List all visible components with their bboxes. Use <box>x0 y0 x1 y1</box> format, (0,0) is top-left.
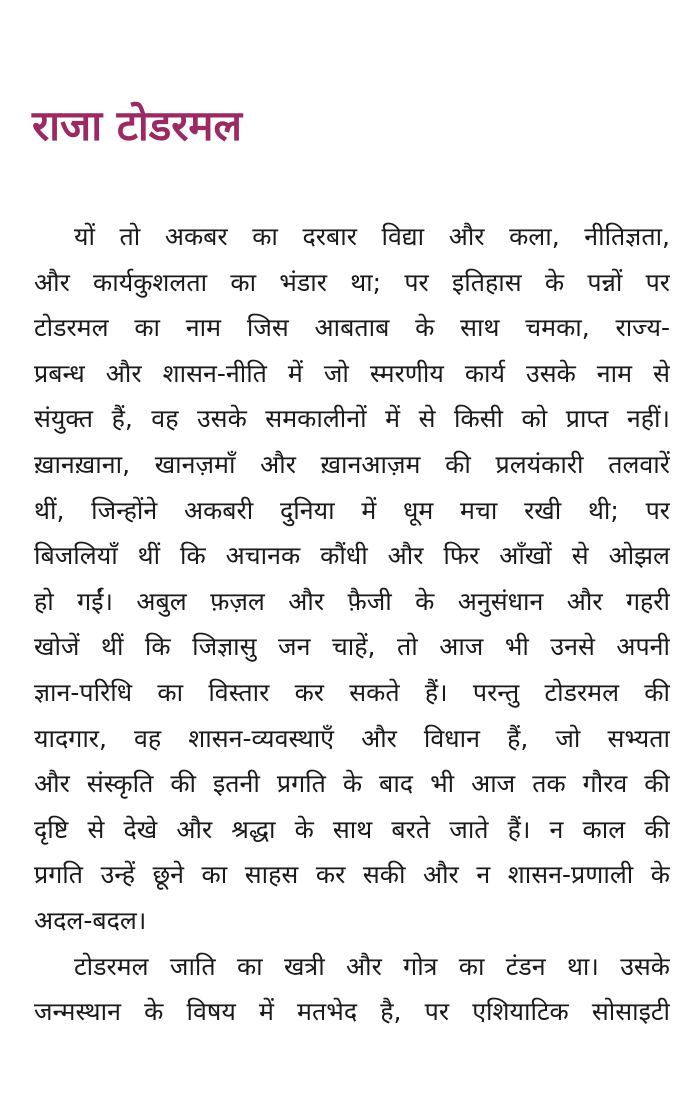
paragraph-1-line: प्रगति उन्हें छूने का साहस कर सकी और न शासन-प्रणाली के <box>34 860 670 890</box>
paragraph-2-line: जन्मस्थान के विषय में मतभेद है, पर एशियाटिक सोसाइटी <box>34 997 670 1027</box>
paragraph-1-line: थीं, जिन्होंने अकबरी दुनिया में धूम मचा रखी थी; पर <box>34 495 670 525</box>
paragraph-2-line: टोडरमल जाति का खत्री और गोत्र का टंडन था। उसके <box>74 951 670 981</box>
paragraph-1-line: यादगार, वह शासन-व्यवस्थाएँ और विधान हैं, जो सभ्यता <box>34 723 670 753</box>
page-title: राजा टोडरमल <box>32 101 243 150</box>
paragraph-1-line: ख़ानख़ाना, खानज़माँ और ख़ानआज़म की प्रलयंकारी तलवारें <box>34 449 670 479</box>
body-text <box>34 214 670 1035</box>
paragraph-1-line: दृष्टि से देखे और श्रद्धा के साथ बरते जाते हैं। न काल की <box>34 814 670 844</box>
paragraph-1-line: बिजलियाँ थीं कि अचानक कौंधी और फिर आँखों से ओझल <box>34 541 670 571</box>
paragraph-1-line: और संस्कृति की इतनी प्रगति के बाद भी आज तक गौरव की <box>34 769 670 799</box>
paragraph-1-line: टोडरमल का नाम जिस आबताब के साथ चमका, राज्य- <box>34 313 670 343</box>
paragraph-1-line: खोजें थीं कि जिज्ञासु जन चाहें, तो आज भी उनसे अपनी <box>34 632 670 662</box>
paragraph-1-line: प्रबन्ध और शासन-नीति में जो स्मरणीय कार्य उसके नाम से <box>34 358 670 388</box>
paragraph-1-line: ज्ञान-परिधि का विस्तार कर सकते हैं। परन्तु टोडरमल की <box>34 677 670 707</box>
paragraph-1-line: संयुक्त हैं, वह उसके समकालीनों में से किसी को प्राप्त नहीं। <box>34 404 670 434</box>
paragraph-1-line: यों तो अकबर का दरबार विद्या और कला, नीतिज्ञता, <box>74 222 670 251</box>
paragraph-1-line: और कार्यकुशलता का भंडार था; पर इतिहास के पन्नों पर <box>34 267 670 297</box>
paragraph-1-line: हो गईं। अबुल फ़ज़ल और फ़ैजी के अनुसंधान और गहरी <box>34 586 670 616</box>
paragraph-1-last-line: अदल-बदल। <box>34 905 147 935</box>
